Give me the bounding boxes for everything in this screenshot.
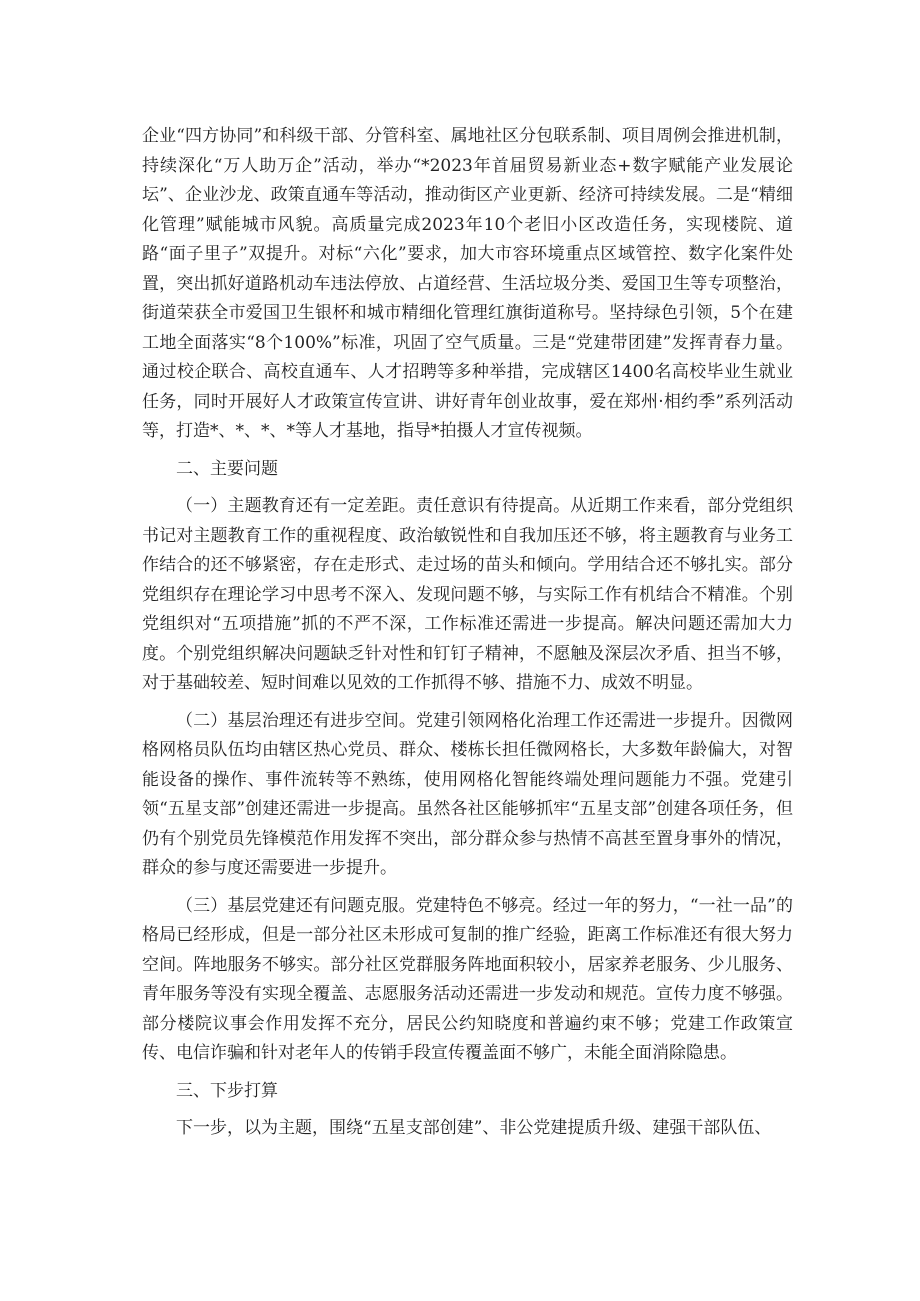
paragraph-grassroots-party-building: （三）基层党建还有问题克服。党建特色不够亮。经过一年的努力，“一社一品”的格局已经形成，但是一部分社区未形成可复制的推广经验，距离工作标准还有很大努力空间。阵地服务不够实。部分社区党群服务阵地面积较小，居家养老服务、少儿服务、青年服务等没有实现全覆盖、志愿服务活动还需进一步发动和规范。宣传力度不够强。部分楼院议事会作用发挥不充分，居民公约知晓度和普遍约束不够；党建工作政策宣传、电信诈骗和针对老年人的传销手段宣传覆盖面不够广，未能全面消除隐患。 <box>142 895 793 1063</box>
paragraph-theme-education: （一）主题教育还有一定差距。责任意识有待提高。从近期工作来看，部分党组织书记对主题教育工作的重视程度、政治敏锐性和自我加压还不够，将主题教育与业务工作结合的还不够紧密，存在走形式、走过场的苗头和倾向。学用结合还不够扎实。部分党组织存在理论学习中思考不深入、发现问题不够，与实际工作有机结合不精准。个别党组织对“五项措施”抓的不严不深，工作标准还需进一步提高。解决问题还需加大力度。个别党组织解决问题缺乏针对性和钉钉子精神，不愿触及深层次矛盾、担当不够，对于基础较差、短时间难以见效的工作抓得不够、措施不力、成效不明显。 <box>142 496 793 693</box>
paragraph-grassroots-governance: （二）基层治理还有进步空间。党建引领网格化治理工作还需进一步提升。因微网格网格员队伍均由辖区热心党员、群众、楼栋长担任微网格长，大多数年龄偏大，对智能设备的操作、事件流转等不熟练，使用网格化智能终端处理问题能力不强。党建引领“五星支部”创建还需进一步提高。虽然各社区能够抓牢“五星支部”创建各项任务，但仍有个别党员先锋模范作用发挥不突出，部分群众参与热情不高甚至置身事外的情况，群众的参与度还需要进一步提升。 <box>142 710 793 878</box>
section-heading-main-problems: 二、主要问题 <box>176 458 278 479</box>
paragraph-continuation: 企业“四方协同”和科级干部、分管科室、属地社区分包联系制、项目周例会推进机制，持续深化“万人助万企”活动，举办“*2023年首届贸易新业态+数字赋能产业发展论坛”、企业沙龙、政策直通车等活动，推动街区产业更新、经济可持续发展。二是“精细化管理”赋能城市风貌。高质量完成2023年10个老旧小区改造任务，实现楼院、道路“面子里子”双提升。对标“六化”要求，加大市容环境重点区域管控、数字化案件处置，突出抓好道路机动车违法停放、占道经营、生活垃圾分类、爱国卫生等专项整治，街道荣获全市爱国卫生银杯和城市精细化管理红旗街道称号。坚持绿色引领，5个在建工地全面落实“8个100%”标准，巩固了空气质量。三是“党建带团建”发挥青春力量。通过校企联合、高校直通车、人才招聘等多种举措，完成辖区1400名高校毕业生就业任务，同时开展好人才政策宣传宣讲、讲好青年创业故事，爱在郑州·相约季”系列活动等，打造*、*、*、*等人才基地，指导*拍摄人才宣传视频。 <box>142 126 793 441</box>
paragraph-next-steps: 下一步，以为主题，围绕“五星支部创建”、非公党建提质升级、建强干部队伍、 <box>176 1118 772 1138</box>
section-heading-next-steps: 三、下步打算 <box>176 1080 278 1101</box>
document-body <box>142 122 793 1144</box>
